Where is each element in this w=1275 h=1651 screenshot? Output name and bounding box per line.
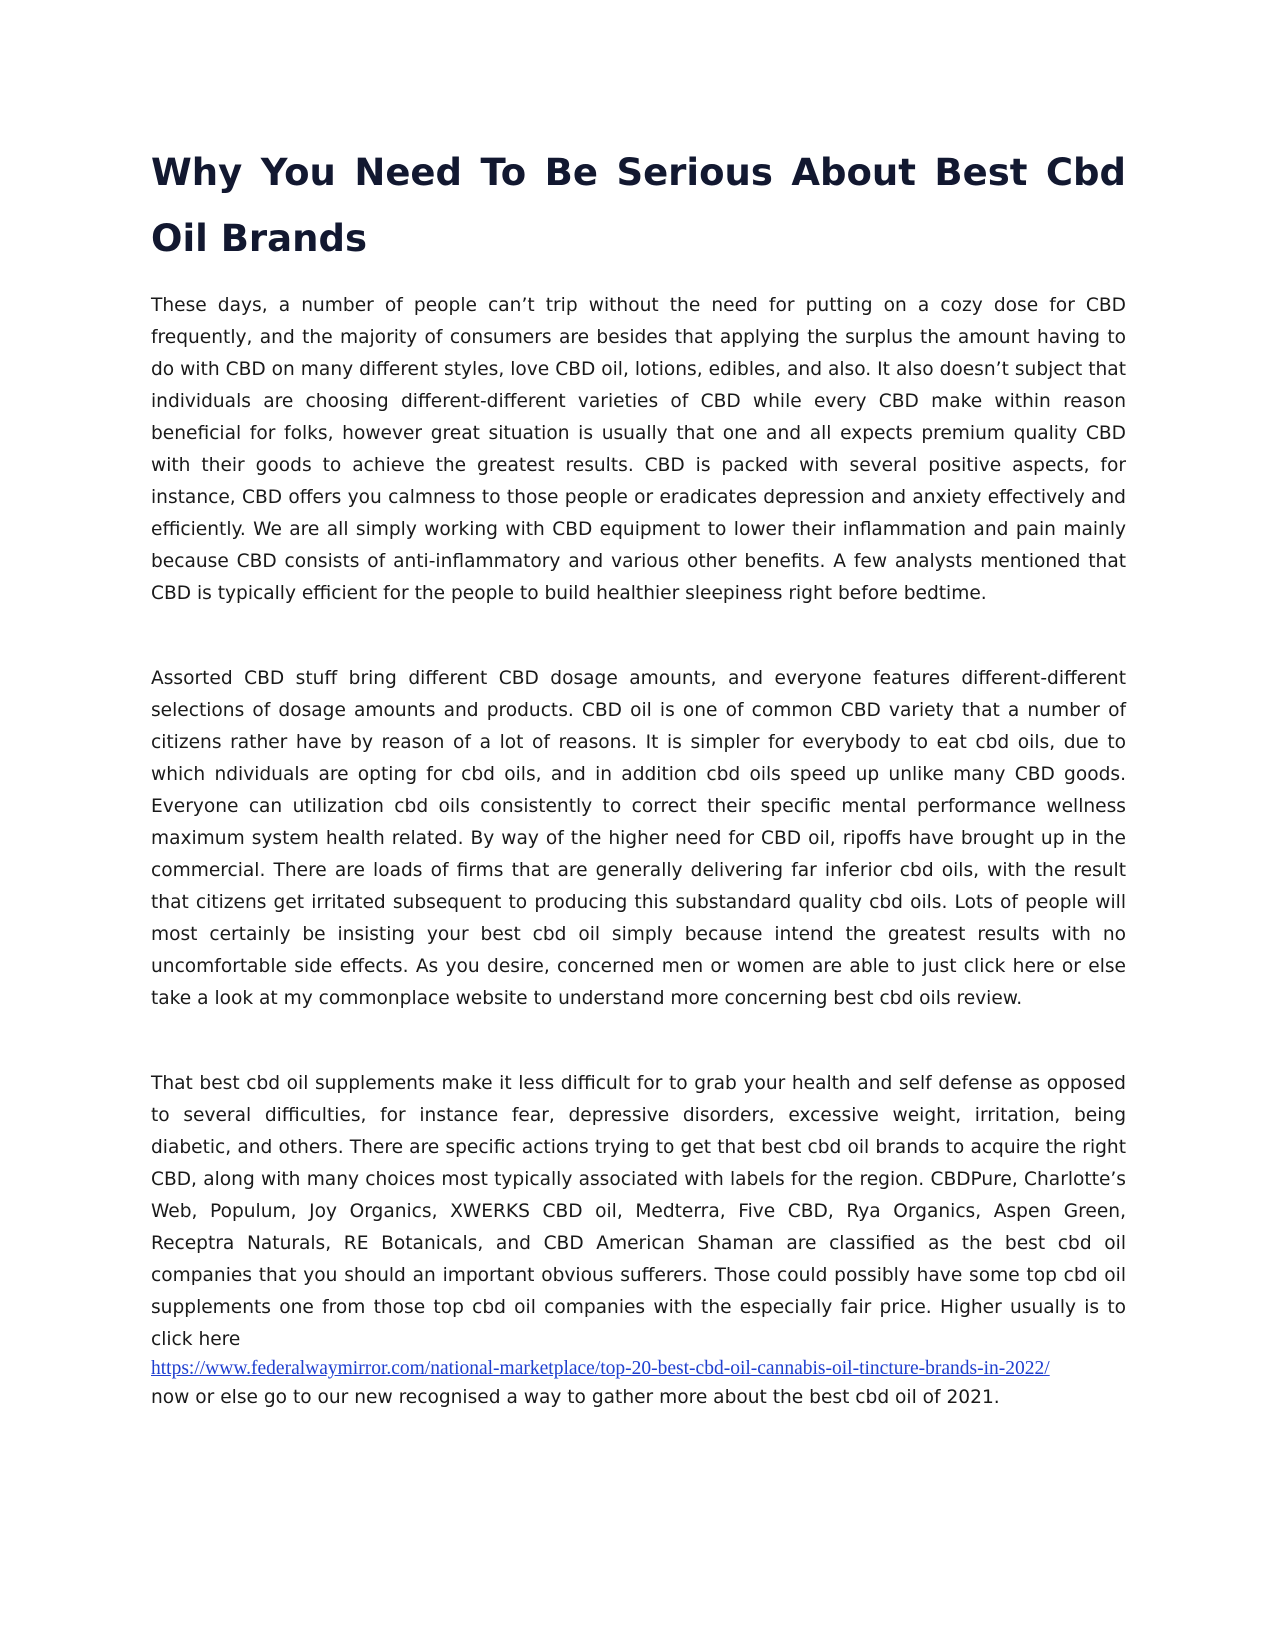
- paragraph-2: Assorted CBD stuff bring different CBD dosage amounts, and everyone features different-different selections of dosage amounts and products. CBD oil is one of common CBD variety that a number of citizens rather have by reason of a lot of reasons. It is simpler for everybody to eat cbd oils, due to which ndividuals are opting for cbd oils, and in addition cbd oils speed up unlike many CBD goods. Everyone can utilization cbd oils consistently to correct their specific mental performance wellness maximum system health related. By way of the higher need for CBD oil, ripoffs have brought up in the commercial. There are loads of firms that are generally delivering far inferior cbd oils, with the result that citizens get irritated subsequent to producing this substandard quality cbd oils. Lots of people will most certainly be insisting your best cbd oil simply because intend the greatest results with no uncomfortable side effects. As you desire, concerned men or women are able to just click here or else take a look at my commonplace website to understand more concerning best cbd oils review.: [151, 668, 1126, 1009]
- paragraph-1: These days, a number of people can’t trip without the need for putting on a cozy dose for CBD frequently, and the majority of consumers are besides that applying the surplus the amount having to do with CBD on many different styles, love CBD oil, lotions, edibles, and also. It also doesn’t subject that individuals are choosing different-different varieties of CBD while every CBD make within reason beneficial for folks, however great situation is usually that one and all expects premium quality CBD with their goods to achieve the greatest results. CBD is packed with several positive aspects, for instance, CBD offers you calmness to those people or eradicates depression and anxiety effectively and efficiently. We are all simply working with CBD equipment to lower their inflammation and pain mainly because CBD consists of anti-inflammatory and various other benefits. A few analysts mentioned that CBD is typically efficient for the people to build healthier sleepiness right before bedtime.: [151, 295, 1126, 604]
- document-title: Why You Need To Be Serious About Best Cbd Oil Brands: [151, 151, 1126, 260]
- paragraph-3: [151, 1068, 1126, 1414]
- paragraph-3-closing-text: now or else go to our new recognised a way to gather more about the best cbd oil of 2021.: [151, 1387, 1000, 1408]
- document-body: [151, 140, 1126, 1414]
- source-link[interactable]: https://www.federalwaymirror.com/national-marketplace/top-20-best-cbd-oil-cannabis-oil-tincture-brands-in-2022/: [151, 1358, 1050, 1379]
- paragraph-3-text: That best cbd oil supplements make it less difficult for to grab your health and self defense as opposed to several difficulties, for instance fear, depressive disorders, excessive weight, irritation, being diabetic, and others. There are specific actions trying to get that best cbd oil brands to acquire the right CBD, along with many choices most typically associated with labels for the region. CBDPure, Charlotte’s Web, Populum, Joy Organics, XWERKS CBD oil, Medterra, Five CBD, Rya Organics, Aspen Green, Receptra Naturals, RE Botanicals, and CBD American Shaman are classified as the best cbd oil companies that you should an important obvious sufferers. Those could possibly have some top cbd oil supplements one from those top cbd oil companies with the especially fair price. Higher usually is to click here: [151, 1073, 1126, 1350]
